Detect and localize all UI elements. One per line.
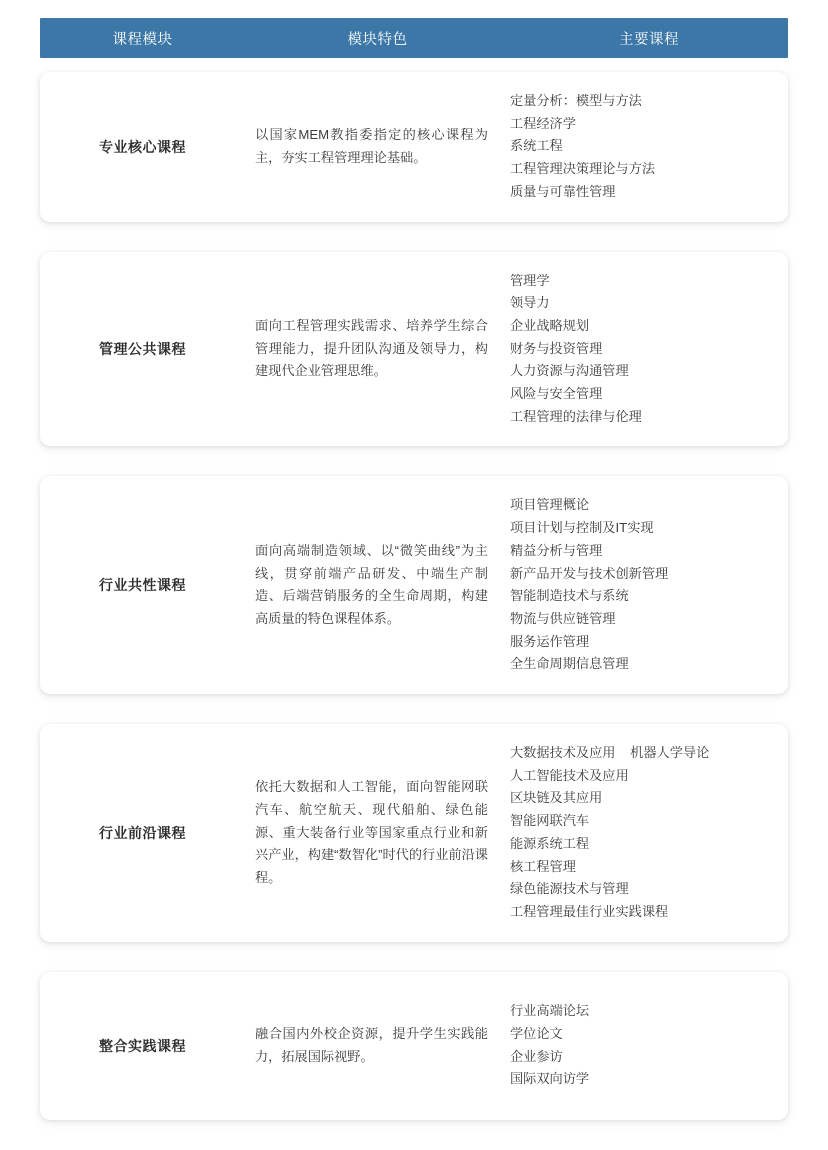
table-body — [40, 72, 788, 1150]
list-item: 物流与供应链管理 — [510, 610, 616, 626]
list-item: 财务与投资管理 — [510, 340, 603, 356]
row-feature-cell — [245, 72, 510, 222]
list-item: 系统工程 — [510, 138, 563, 154]
row-module-cell — [40, 476, 245, 694]
module-label: 管理公共课程 — [99, 340, 186, 357]
row-courses-cell — [510, 252, 788, 447]
list-item: 项目管理概论 — [510, 497, 590, 513]
list-item: 工程管理的法律与伦理 — [510, 408, 642, 424]
course-list — [510, 90, 655, 204]
course-list — [510, 494, 668, 676]
list-item: 新产品开发与技术创新管理 — [510, 565, 669, 581]
column-header-feature: 模块特色 — [347, 31, 408, 48]
list-item: 精益分析与管理 — [510, 542, 603, 558]
course-list — [510, 1000, 589, 1091]
row-module-cell — [40, 252, 245, 447]
row-courses-cell — [510, 72, 788, 222]
column-header-module: 课程模块 — [112, 31, 173, 48]
list-item: 管理学 — [510, 272, 550, 288]
module-label: 整合实践课程 — [99, 1037, 186, 1054]
row-module-cell — [40, 724, 245, 942]
list-item: 领导力 — [510, 295, 550, 311]
list-item: 企业战略规划 — [510, 317, 590, 333]
list-item: 工程经济学 — [510, 115, 576, 131]
module-label: 行业前沿课程 — [99, 824, 186, 841]
list-item: 能源系统工程 — [510, 835, 590, 851]
list-item: 企业参访 — [510, 1048, 563, 1064]
list-item: 风险与安全管理 — [510, 386, 603, 402]
feature-text: 依托大数据和人工智能，面向智能网联汽车、航空航天、现代船舶、绿色能源、重大装备行业等国家重点行业和新兴产业，构建“数智化”时代的行业前沿课程。 — [255, 779, 488, 885]
list-item: 质量与可靠性管理 — [510, 183, 616, 199]
course-list — [510, 270, 642, 429]
feature-text: 面向高端制造领域、以“微笑曲线”为主线，贯穿前端产品研发、中端生产制造、后端营销服务的全生命周期，构建高质量的特色课程体系。 — [255, 542, 488, 626]
table-row — [40, 252, 788, 447]
row-courses-cell — [510, 476, 788, 694]
feature-text: 以国家MEM教指委指定的核心课程为主，夯实工程管理理论基础。 — [255, 127, 488, 165]
feature-text: 融合国内外校企资源，提升学生实践能力，拓展国际视野。 — [255, 1025, 488, 1064]
feature-text: 面向工程管理实践需求、培养学生综合管理能力，提升团队沟通及领导力，构建现代企业管理思维。 — [255, 317, 488, 379]
list-item: 服务运作管理 — [510, 633, 590, 649]
list-item: 核工程管理 — [510, 858, 576, 874]
table-row — [40, 72, 788, 222]
list-item: 工程管理最佳行业实践课程 — [510, 903, 669, 919]
list-item: 行业高端论坛 — [510, 1003, 590, 1019]
row-courses-cell — [510, 972, 788, 1120]
module-label: 行业共性课程 — [99, 577, 186, 594]
table-header — [40, 18, 788, 58]
module-label: 专业核心课程 — [99, 138, 186, 155]
row-module-cell — [40, 72, 245, 222]
list-item: 智能制造技术与系统 — [510, 588, 629, 604]
list-item: 大数据技术及应用 机器人学导论 — [510, 745, 710, 761]
list-item: 项目计划与控制及IT实现 — [510, 520, 654, 536]
row-module-cell — [40, 972, 245, 1120]
table-row — [40, 476, 788, 694]
column-header-courses: 主要课程 — [619, 31, 679, 48]
list-item: 区块链及其应用 — [510, 790, 603, 806]
list-item: 全生命周期信息管理 — [510, 656, 629, 672]
list-item: 工程管理决策理论与方法 — [510, 161, 656, 177]
list-item: 绿色能源技术与管理 — [510, 881, 629, 897]
row-feature-cell — [245, 724, 510, 942]
list-item: 智能网联汽车 — [510, 813, 590, 829]
list-item: 国际双向访学 — [510, 1071, 590, 1087]
table-row — [40, 724, 788, 942]
table-row — [40, 972, 788, 1120]
list-item: 学位论文 — [510, 1025, 563, 1041]
row-feature-cell — [245, 476, 510, 694]
list-item: 人工智能技术及应用 — [510, 767, 629, 783]
row-feature-cell — [245, 972, 510, 1120]
course-list — [510, 742, 709, 924]
row-courses-cell — [510, 724, 788, 942]
row-feature-cell — [245, 252, 510, 447]
list-item: 定量分析：模型与方法 — [510, 93, 642, 108]
list-item: 人力资源与沟通管理 — [510, 363, 629, 379]
